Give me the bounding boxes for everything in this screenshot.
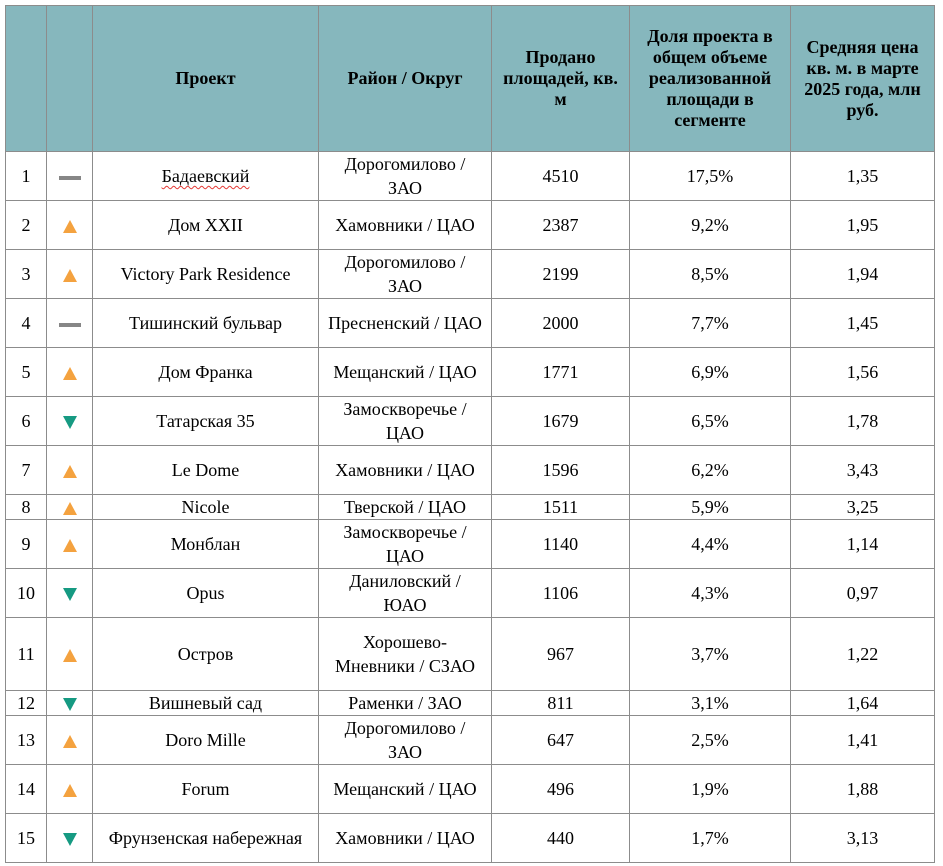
project-name: Дом Франка: [158, 362, 253, 382]
avg-price: 1,88: [846, 779, 879, 799]
share-cell: [630, 348, 791, 397]
share: 6,9%: [691, 362, 729, 382]
table-row: [6, 618, 935, 691]
sold-area-cell: [492, 716, 630, 765]
sold-area: 1140: [542, 534, 579, 554]
avg-price: 3,25: [846, 497, 879, 517]
sold-area: 647: [547, 730, 574, 750]
row-number: 6: [21, 411, 31, 431]
avg-price: 3,43: [846, 460, 879, 480]
sold-area: 967: [547, 644, 574, 664]
avg-price-cell: [791, 446, 935, 495]
sold-area: 1679: [542, 411, 579, 431]
project-name-cell: [93, 201, 319, 250]
avg-price: 1,41: [846, 730, 879, 750]
table-row: [6, 814, 935, 863]
project-name: Фрунзенская набережная: [108, 828, 303, 848]
row-number-cell: [6, 201, 47, 250]
trend-cell: [47, 569, 93, 618]
project-name: Forum: [181, 779, 230, 799]
table-row: [6, 765, 935, 814]
district: Хамовники / ЦАО: [335, 828, 475, 848]
row-number-cell: [6, 569, 47, 618]
trend-cell: [47, 250, 93, 299]
sold-area-cell: [492, 814, 630, 863]
avg-price: 1,45: [846, 313, 879, 333]
sold-area-cell: [492, 348, 630, 397]
project-name: Victory Park Residence: [120, 264, 291, 284]
avg-price-cell: [791, 569, 935, 618]
share-cell: [630, 299, 791, 348]
avg-price-cell: [791, 520, 935, 569]
project-name-cell: [93, 495, 319, 520]
project-name: Монблан: [170, 534, 241, 554]
district-cell: [319, 348, 492, 397]
district-cell: [319, 691, 492, 716]
share: 1,7%: [691, 828, 729, 848]
table-row: [6, 495, 935, 520]
table-row: [6, 299, 935, 348]
sold-area: 1596: [542, 460, 579, 480]
share: 3,7%: [691, 644, 729, 664]
trend-same-icon: [59, 323, 81, 327]
district: Мещанский / ЦАО: [333, 362, 477, 382]
project-name-cell: [93, 814, 319, 863]
share-cell: [630, 691, 791, 716]
share: 3,1%: [691, 693, 729, 713]
row-number: 2: [21, 215, 31, 235]
sold-area: 4510: [542, 166, 579, 186]
share: 5,9%: [691, 497, 729, 517]
project-name-cell: [93, 397, 319, 446]
project-name: Тишинский бульвар: [129, 313, 282, 333]
project-name: Татарская 35: [156, 411, 255, 431]
row-number: 9: [21, 534, 31, 554]
project-name-cell: [93, 446, 319, 495]
trend-up-icon: [63, 649, 77, 662]
row-number-cell: [6, 520, 47, 569]
sold-area-cell: [492, 520, 630, 569]
row-number: 10: [17, 583, 35, 603]
avg-price-cell: [791, 299, 935, 348]
share-cell: [630, 716, 791, 765]
sold-area-cell: [492, 446, 630, 495]
avg-price: 1,94: [846, 264, 879, 284]
header-sold: Продано площадей, кв. м: [492, 6, 630, 152]
avg-price: 1,22: [846, 644, 879, 664]
row-number: 3: [21, 264, 31, 284]
row-number-cell: [6, 348, 47, 397]
table-row: [6, 716, 935, 765]
district-cell: [319, 299, 492, 348]
row-number-cell: [6, 495, 47, 520]
project-name-cell: [93, 569, 319, 618]
project-name: Вишневый сад: [148, 693, 263, 713]
district: Мещанский / ЦАО: [333, 779, 477, 799]
share-cell: [630, 152, 791, 201]
table-row: [6, 152, 935, 201]
avg-price: 1,64: [846, 693, 879, 713]
trend-same-icon: [59, 176, 81, 180]
sold-area: 2000: [542, 313, 579, 333]
district: Тверской / ЦАО: [343, 497, 467, 517]
trend-cell: [47, 618, 93, 691]
project-name-cell: [93, 348, 319, 397]
share-cell: [630, 446, 791, 495]
trend-up-icon: [63, 539, 77, 552]
row-number: 8: [21, 497, 31, 517]
avg-price-cell: [791, 716, 935, 765]
share-cell: [630, 250, 791, 299]
project-name-cell: [93, 152, 319, 201]
avg-price: 1,56: [846, 362, 879, 382]
sold-area: 811: [547, 693, 574, 713]
sold-area: 440: [547, 828, 574, 848]
avg-price-cell: [791, 152, 935, 201]
share: 4,3%: [691, 583, 729, 603]
district-cell: [319, 250, 492, 299]
sold-area: 2387: [542, 215, 579, 235]
project-name: Nicole: [181, 497, 230, 517]
avg-price-cell: [791, 814, 935, 863]
header-trend: [47, 6, 93, 152]
project-name-cell: [93, 618, 319, 691]
avg-price-cell: [791, 618, 935, 691]
header-district: Район / Округ: [319, 6, 492, 152]
trend-up-icon: [63, 784, 77, 797]
trend-cell: [47, 716, 93, 765]
district: Хамовники / ЦАО: [335, 215, 475, 235]
row-number: 5: [21, 362, 31, 382]
avg-price-cell: [791, 348, 935, 397]
sold-area-cell: [492, 201, 630, 250]
trend-cell: [47, 397, 93, 446]
avg-price: 3,13: [846, 828, 879, 848]
trend-cell: [47, 348, 93, 397]
avg-price-cell: [791, 765, 935, 814]
trend-cell: [47, 446, 93, 495]
share: 1,9%: [691, 779, 729, 799]
share: 17,5%: [686, 166, 734, 186]
sold-area-cell: [492, 569, 630, 618]
trend-down-icon: [63, 833, 77, 846]
share: 2,5%: [691, 730, 729, 750]
district-cell: [319, 201, 492, 250]
header-row: [6, 6, 935, 152]
trend-cell: [47, 520, 93, 569]
table-row: [6, 250, 935, 299]
district: Замоскворечье / ЦАО: [343, 522, 467, 566]
sold-area: 1771: [542, 362, 579, 382]
sold-area-cell: [492, 250, 630, 299]
district: Пресненский / ЦАО: [328, 313, 482, 333]
trend-up-icon: [63, 502, 77, 515]
sold-area-cell: [492, 152, 630, 201]
district: Даниловский / ЮАО: [349, 571, 461, 615]
trend-cell: [47, 152, 93, 201]
project-name: Бадаевский: [161, 166, 250, 186]
row-number: 4: [21, 313, 31, 333]
project-name: Doro Mille: [165, 730, 246, 750]
district-cell: [319, 716, 492, 765]
sold-area-cell: [492, 765, 630, 814]
district: Хорошево-Мневники / СЗАО: [335, 632, 475, 676]
table-row: [6, 348, 935, 397]
district: Дорогомилово / ЗАО: [344, 154, 466, 198]
share: 8,5%: [691, 264, 729, 284]
sold-area-cell: [492, 495, 630, 520]
row-number-cell: [6, 618, 47, 691]
row-number-cell: [6, 765, 47, 814]
district-cell: [319, 397, 492, 446]
trend-up-icon: [63, 465, 77, 478]
ranking-table: [5, 5, 935, 863]
share: 6,5%: [691, 411, 729, 431]
trend-up-icon: [63, 220, 77, 233]
row-number: 12: [17, 693, 35, 713]
table-row: [6, 569, 935, 618]
avg-price-cell: [791, 250, 935, 299]
share-cell: [630, 569, 791, 618]
sold-area: 1106: [542, 583, 579, 603]
district: Хамовники / ЦАО: [335, 460, 475, 480]
project-name-cell: [93, 520, 319, 569]
share-cell: [630, 765, 791, 814]
share-cell: [630, 618, 791, 691]
row-number: 15: [17, 828, 35, 848]
avg-price: 0,97: [846, 583, 879, 603]
trend-cell: [47, 299, 93, 348]
district-cell: [319, 765, 492, 814]
district-cell: [319, 495, 492, 520]
table-row: [6, 397, 935, 446]
row-number: 13: [17, 730, 35, 750]
row-number: 14: [17, 779, 35, 799]
district-cell: [319, 446, 492, 495]
header-project: Проект: [93, 6, 319, 152]
share-cell: [630, 814, 791, 863]
table-row: [6, 201, 935, 250]
district-cell: [319, 152, 492, 201]
project-name-cell: [93, 691, 319, 716]
trend-up-icon: [63, 367, 77, 380]
sold-area-cell: [492, 397, 630, 446]
sold-area: 1511: [542, 497, 579, 517]
project-name-cell: [93, 716, 319, 765]
row-number: 1: [21, 166, 31, 186]
row-number-cell: [6, 691, 47, 716]
avg-price: 1,35: [846, 166, 879, 186]
sold-area: 496: [547, 779, 574, 799]
avg-price: 1,78: [846, 411, 879, 431]
avg-price-cell: [791, 691, 935, 716]
trend-cell: [47, 814, 93, 863]
trend-up-icon: [63, 269, 77, 282]
avg-price-cell: [791, 495, 935, 520]
row-number-cell: [6, 299, 47, 348]
share-cell: [630, 520, 791, 569]
share-cell: [630, 397, 791, 446]
row-number-cell: [6, 397, 47, 446]
row-number-cell: [6, 814, 47, 863]
share-cell: [630, 495, 791, 520]
project-name: Остров: [177, 644, 234, 664]
district-cell: [319, 520, 492, 569]
district: Раменки / ЗАО: [348, 693, 462, 713]
sold-area-cell: [492, 618, 630, 691]
district-cell: [319, 814, 492, 863]
trend-down-icon: [63, 416, 77, 429]
share: 6,2%: [691, 460, 729, 480]
trend-down-icon: [63, 588, 77, 601]
row-number-cell: [6, 446, 47, 495]
share: 7,7%: [691, 313, 729, 333]
project-name: Le Dome: [171, 460, 240, 480]
header-share: Доля проекта в общем объеме реализованной площади в сегменте: [630, 6, 791, 152]
avg-price: 1,14: [846, 534, 879, 554]
project-name-cell: [93, 299, 319, 348]
avg-price-cell: [791, 201, 935, 250]
table-body: [6, 152, 935, 863]
table-row: [6, 520, 935, 569]
district: Дорогомилово / ЗАО: [344, 252, 466, 296]
avg-price: 1,95: [846, 215, 879, 235]
sold-area: 2199: [542, 264, 579, 284]
header-number: [6, 6, 47, 152]
project-name: Opus: [186, 583, 225, 603]
trend-up-icon: [63, 735, 77, 748]
table-row: [6, 691, 935, 716]
table-row: [6, 446, 935, 495]
trend-cell: [47, 201, 93, 250]
share: 4,4%: [691, 534, 729, 554]
row-number: 11: [17, 644, 35, 664]
district: Дорогомилово / ЗАО: [344, 718, 466, 762]
project-name-cell: [93, 250, 319, 299]
header-price: Средняя цена кв. м. в марте 2025 года, млн руб.: [791, 6, 935, 152]
district-cell: [319, 618, 492, 691]
district-cell: [319, 569, 492, 618]
sold-area-cell: [492, 691, 630, 716]
row-number-cell: [6, 250, 47, 299]
trend-cell: [47, 495, 93, 520]
sold-area-cell: [492, 299, 630, 348]
project-name-cell: [93, 765, 319, 814]
district: Замоскворечье / ЦАО: [343, 399, 467, 443]
share-cell: [630, 201, 791, 250]
avg-price-cell: [791, 397, 935, 446]
row-number: 7: [21, 460, 31, 480]
trend-cell: [47, 765, 93, 814]
share: 9,2%: [691, 215, 729, 235]
trend-cell: [47, 691, 93, 716]
row-number-cell: [6, 716, 47, 765]
project-name: Дом XXII: [168, 215, 243, 235]
trend-down-icon: [63, 698, 77, 711]
row-number-cell: [6, 152, 47, 201]
